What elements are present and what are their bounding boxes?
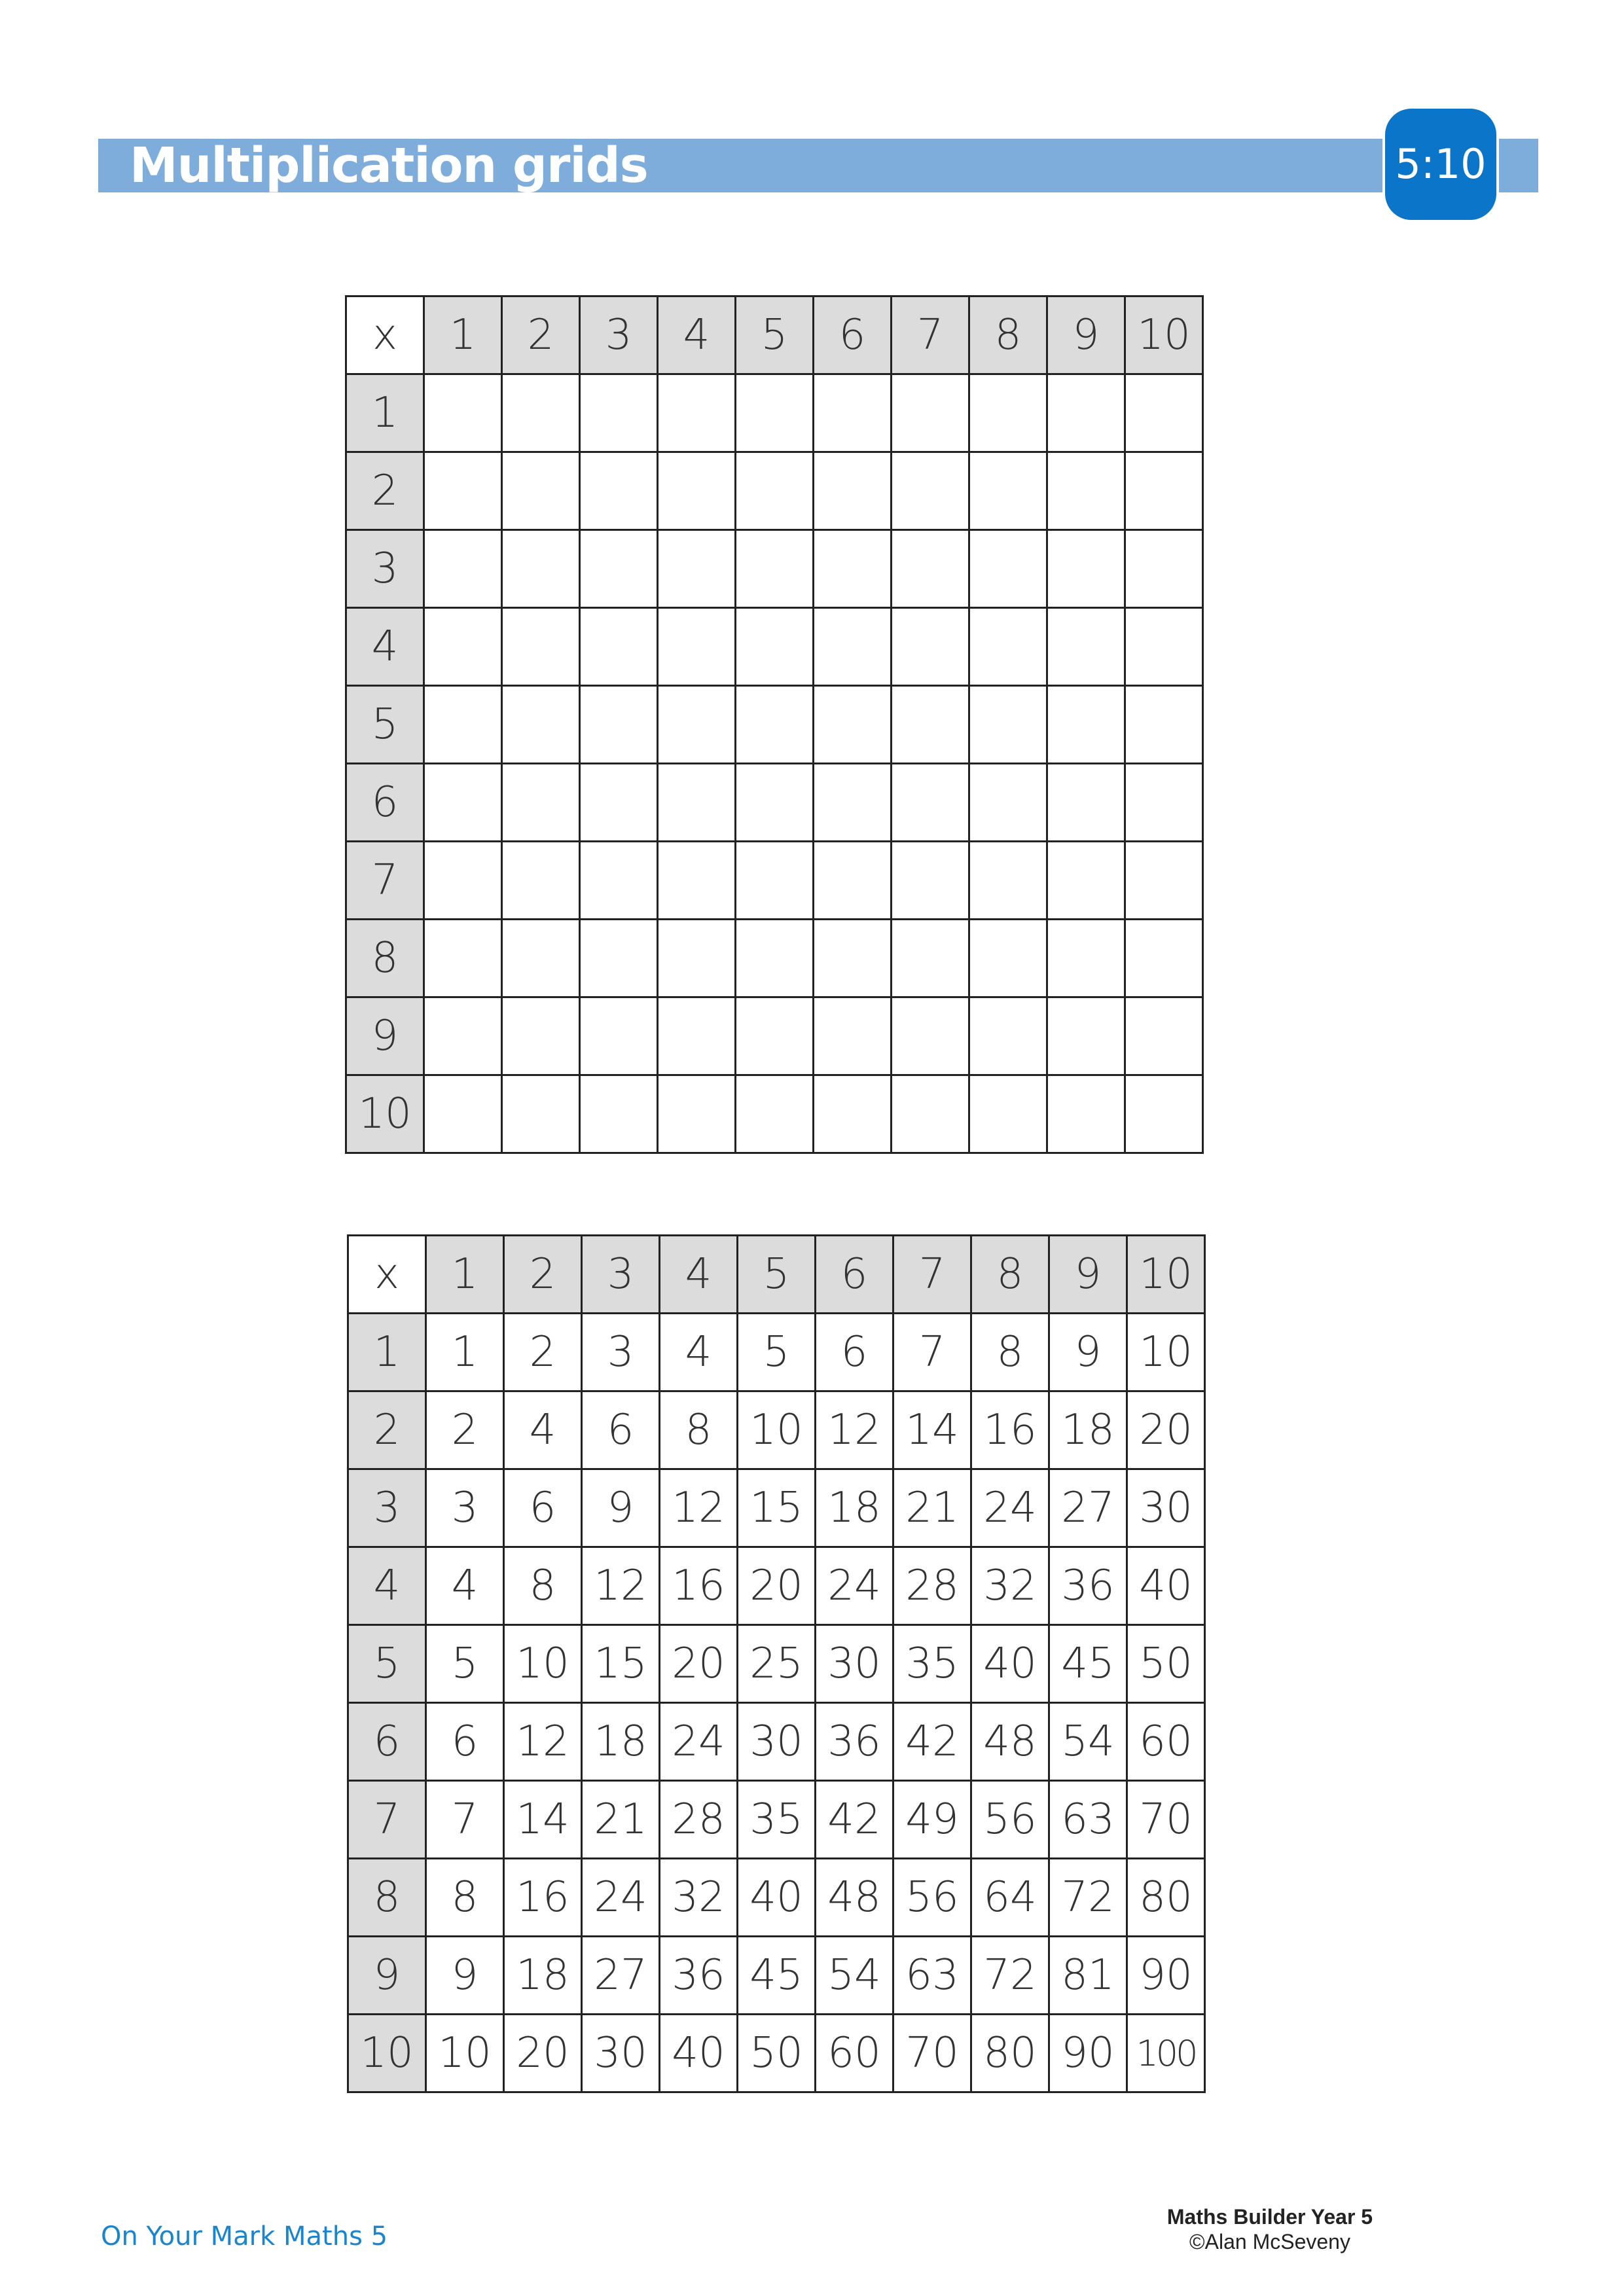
product-cell: 8 — [504, 1547, 582, 1625]
column-header: 1 — [426, 1236, 504, 1314]
product-cell: 12 — [660, 1469, 738, 1547]
product-cell: 56 — [971, 1781, 1049, 1859]
product-cell: 36 — [1049, 1547, 1127, 1625]
row-header: 6 — [346, 764, 424, 842]
column-header: 10 — [1125, 296, 1203, 374]
answer-cell[interactable] — [1047, 997, 1125, 1075]
row-header: 10 — [348, 2015, 426, 2092]
grid-header-row — [346, 296, 1203, 374]
column-header: 2 — [502, 296, 580, 374]
answer-cell[interactable] — [502, 764, 580, 842]
answer-cell[interactable] — [969, 842, 1047, 920]
product-cell: 35 — [738, 1781, 816, 1859]
product-cell: 16 — [971, 1391, 1049, 1469]
column-header: 6 — [814, 296, 892, 374]
answer-cell[interactable] — [580, 374, 658, 452]
product-cell: 9 — [582, 1469, 660, 1547]
row-header: 3 — [348, 1469, 426, 1547]
product-cell: 63 — [1049, 1781, 1127, 1859]
row-header: 8 — [348, 1859, 426, 1937]
product-cell: 32 — [660, 1859, 738, 1937]
answer-cell[interactable] — [892, 997, 969, 1075]
row-header: 7 — [348, 1781, 426, 1859]
product-cell: 8 — [660, 1391, 738, 1469]
answer-cell[interactable] — [424, 764, 502, 842]
product-cell: 18 — [582, 1703, 660, 1781]
answer-cell[interactable] — [658, 997, 736, 1075]
answer-cell[interactable] — [658, 452, 736, 530]
product-cell: 12 — [582, 1547, 660, 1625]
row-header: 10 — [346, 1075, 424, 1153]
product-cell: 16 — [504, 1859, 582, 1937]
answer-cell[interactable] — [658, 686, 736, 764]
product-cell: 21 — [582, 1781, 660, 1859]
grid-corner-symbol: x — [348, 1236, 426, 1314]
product-cell: 14 — [504, 1781, 582, 1859]
row-header: 3 — [346, 530, 424, 608]
product-cell: 72 — [971, 1937, 1049, 2015]
product-cell: 20 — [738, 1547, 816, 1625]
answer-cell[interactable] — [1047, 686, 1125, 764]
row-header: 9 — [348, 1937, 426, 2015]
column-header: 3 — [580, 296, 658, 374]
product-cell: 63 — [893, 1937, 971, 2015]
answer-cell[interactable] — [892, 452, 969, 530]
grid-row — [348, 1314, 1205, 1391]
answer-cell[interactable] — [502, 608, 580, 686]
answer-cell[interactable] — [502, 530, 580, 608]
answer-cell[interactable] — [1047, 1075, 1125, 1153]
footer-copyright: ©Alan McSeveny — [1189, 2230, 1350, 2253]
answer-cell[interactable] — [580, 608, 658, 686]
answer-cell[interactable] — [736, 686, 814, 764]
row-header: 6 — [348, 1703, 426, 1781]
grid-row — [348, 2015, 1205, 2092]
answer-cell[interactable] — [969, 764, 1047, 842]
row-header: 1 — [348, 1314, 426, 1391]
grid-row — [348, 1781, 1205, 1859]
answer-cell[interactable] — [1125, 374, 1203, 452]
answer-cell[interactable] — [814, 842, 892, 920]
product-cell: 64 — [971, 1859, 1049, 1937]
product-cell: 10 — [738, 1391, 816, 1469]
product-cell: 50 — [738, 2015, 816, 2092]
product-cell: 90 — [1127, 1937, 1205, 2015]
product-cell: 6 — [426, 1703, 504, 1781]
grid-corner-symbol: x — [346, 296, 424, 374]
answer-cell[interactable] — [1047, 764, 1125, 842]
grid-row — [348, 1391, 1205, 1469]
product-cell: 18 — [816, 1469, 893, 1547]
answer-cell[interactable] — [892, 608, 969, 686]
answer-cell[interactable] — [580, 530, 658, 608]
product-cell: 72 — [1049, 1859, 1127, 1937]
product-cell: 45 — [738, 1937, 816, 2015]
product-cell: 2 — [504, 1314, 582, 1391]
answer-cell[interactable] — [580, 1075, 658, 1153]
product-cell: 20 — [660, 1625, 738, 1703]
answer-cell[interactable] — [969, 374, 1047, 452]
product-cell: 9 — [1049, 1314, 1127, 1391]
product-cell: 49 — [893, 1781, 971, 1859]
answer-cell[interactable] — [736, 842, 814, 920]
grid-header-row — [348, 1236, 1205, 1314]
product-cell: 18 — [1049, 1391, 1127, 1469]
product-cell: 81 — [1049, 1937, 1127, 2015]
answer-cell[interactable] — [424, 452, 502, 530]
product-cell: 27 — [1049, 1469, 1127, 1547]
grid-row — [348, 1937, 1205, 2015]
product-cell: 7 — [426, 1781, 504, 1859]
answer-cell[interactable] — [1125, 842, 1203, 920]
answer-cell[interactable] — [1047, 374, 1125, 452]
answer-cell[interactable] — [814, 686, 892, 764]
answer-cell[interactable] — [736, 1075, 814, 1153]
answer-cell[interactable] — [658, 374, 736, 452]
column-header: 3 — [582, 1236, 660, 1314]
answer-cell[interactable] — [736, 530, 814, 608]
answer-cell[interactable] — [424, 920, 502, 997]
answer-cell[interactable] — [892, 1075, 969, 1153]
product-cell: 25 — [738, 1625, 816, 1703]
answer-cell[interactable] — [969, 530, 1047, 608]
answer-cell[interactable] — [1047, 608, 1125, 686]
product-cell: 60 — [1127, 1703, 1205, 1781]
product-cell: 80 — [971, 2015, 1049, 2092]
answer-cell[interactable] — [969, 997, 1047, 1075]
answer-cell[interactable] — [1125, 764, 1203, 842]
product-cell: 21 — [893, 1469, 971, 1547]
grid-row — [348, 1859, 1205, 1937]
product-cell: 16 — [660, 1547, 738, 1625]
answer-cell[interactable] — [736, 997, 814, 1075]
product-cell: 30 — [816, 1625, 893, 1703]
answer-cell[interactable] — [658, 842, 736, 920]
answer-cell[interactable] — [892, 374, 969, 452]
row-header: 8 — [346, 920, 424, 997]
product-cell: 24 — [816, 1547, 893, 1625]
product-cell: 6 — [816, 1314, 893, 1391]
answer-cell[interactable] — [502, 452, 580, 530]
answer-cell[interactable] — [969, 608, 1047, 686]
page-number-badge: 5:10 — [1382, 106, 1499, 223]
product-cell: 1 — [426, 1314, 504, 1391]
product-cell: 18 — [504, 1937, 582, 2015]
product-cell: 5 — [738, 1314, 816, 1391]
column-header: 7 — [893, 1236, 971, 1314]
answer-cell[interactable] — [502, 686, 580, 764]
product-cell: 4 — [660, 1314, 738, 1391]
answer-cell[interactable] — [580, 452, 658, 530]
product-cell: 40 — [1127, 1547, 1205, 1625]
answer-cell[interactable] — [1125, 530, 1203, 608]
product-cell: 36 — [660, 1937, 738, 2015]
grid-row — [346, 842, 1203, 920]
product-cell: 36 — [816, 1703, 893, 1781]
answer-cell[interactable] — [658, 530, 736, 608]
answer-cell[interactable] — [892, 920, 969, 997]
footer-book-title: Maths Builder Year 5 — [1166, 2205, 1373, 2229]
answer-cell[interactable] — [736, 920, 814, 997]
product-cell: 80 — [1127, 1859, 1205, 1937]
column-header: 8 — [971, 1236, 1049, 1314]
column-header: 8 — [969, 296, 1047, 374]
row-header: 9 — [346, 997, 424, 1075]
answer-cell[interactable] — [1125, 608, 1203, 686]
answer-cell[interactable] — [892, 530, 969, 608]
answer-cell[interactable] — [736, 452, 814, 530]
answer-cell[interactable] — [1125, 452, 1203, 530]
answer-cell[interactable] — [424, 997, 502, 1075]
row-header: 7 — [346, 842, 424, 920]
product-cell: 54 — [816, 1937, 893, 2015]
product-cell: 40 — [971, 1625, 1049, 1703]
grid-row — [346, 608, 1203, 686]
answer-cell[interactable] — [969, 920, 1047, 997]
grid-row — [346, 374, 1203, 452]
row-header: 2 — [346, 452, 424, 530]
product-cell: 45 — [1049, 1625, 1127, 1703]
product-cell: 24 — [971, 1469, 1049, 1547]
answer-cell[interactable] — [969, 1075, 1047, 1153]
answer-cell[interactable] — [502, 842, 580, 920]
column-header: 5 — [738, 1236, 816, 1314]
product-cell: 24 — [660, 1703, 738, 1781]
answer-cell[interactable] — [814, 608, 892, 686]
footer-series-title: On Your Mark Maths 5 — [101, 2221, 388, 2251]
product-cell: 30 — [1127, 1469, 1205, 1547]
answer-cell[interactable] — [424, 530, 502, 608]
product-cell: 10 — [426, 2015, 504, 2092]
product-cell: 2 — [426, 1391, 504, 1469]
answer-cell[interactable] — [892, 686, 969, 764]
answer-cell[interactable] — [502, 1075, 580, 1153]
answer-cell[interactable] — [424, 686, 502, 764]
answer-cell[interactable] — [814, 452, 892, 530]
answer-cell[interactable] — [580, 997, 658, 1075]
product-cell: 30 — [582, 2015, 660, 2092]
product-cell: 28 — [660, 1781, 738, 1859]
product-cell: 40 — [660, 2015, 738, 2092]
answer-cell[interactable] — [424, 608, 502, 686]
grid-row — [346, 920, 1203, 997]
product-cell: 4 — [426, 1547, 504, 1625]
product-cell: 6 — [504, 1469, 582, 1547]
product-cell: 48 — [971, 1703, 1049, 1781]
answer-cell[interactable] — [1047, 920, 1125, 997]
product-cell: 70 — [1127, 1781, 1205, 1859]
grid-row — [346, 452, 1203, 530]
product-cell: 7 — [893, 1314, 971, 1391]
row-header: 2 — [348, 1391, 426, 1469]
product-cell: 9 — [426, 1937, 504, 2015]
blank-multiplication-grid — [345, 295, 1204, 1154]
answer-cell[interactable] — [892, 764, 969, 842]
product-cell: 8 — [971, 1314, 1049, 1391]
answer-cell[interactable] — [814, 530, 892, 608]
grid-row — [348, 1469, 1205, 1547]
answer-cell[interactable] — [814, 374, 892, 452]
answer-cell[interactable] — [424, 842, 502, 920]
grid-row — [346, 1075, 1203, 1153]
product-cell: 12 — [504, 1703, 582, 1781]
row-header: 4 — [348, 1547, 426, 1625]
product-cell: 42 — [893, 1703, 971, 1781]
answer-cell[interactable] — [736, 374, 814, 452]
grid-row — [348, 1703, 1205, 1781]
product-cell: 8 — [426, 1859, 504, 1937]
answer-cell[interactable] — [502, 997, 580, 1075]
product-cell: 5 — [426, 1625, 504, 1703]
grid-row — [348, 1547, 1205, 1625]
answer-cell[interactable] — [1047, 530, 1125, 608]
answer-cell[interactable] — [814, 1075, 892, 1153]
answer-cell[interactable] — [1125, 920, 1203, 997]
answer-cell[interactable] — [969, 686, 1047, 764]
answer-cell[interactable] — [658, 608, 736, 686]
page-title: Multiplication grids — [130, 137, 648, 194]
column-header: 5 — [736, 296, 814, 374]
answer-cell[interactable] — [1047, 842, 1125, 920]
product-cell: 15 — [582, 1625, 660, 1703]
product-cell: 28 — [893, 1547, 971, 1625]
product-cell: 90 — [1049, 2015, 1127, 2092]
product-cell: 100 — [1127, 2015, 1205, 2092]
product-cell: 3 — [582, 1314, 660, 1391]
column-header: 10 — [1127, 1236, 1205, 1314]
product-cell: 20 — [504, 2015, 582, 2092]
product-cell: 24 — [582, 1859, 660, 1937]
product-cell: 20 — [1127, 1391, 1205, 1469]
product-cell: 15 — [738, 1469, 816, 1547]
grid-row — [346, 530, 1203, 608]
answer-cell[interactable] — [424, 1075, 502, 1153]
answer-cell[interactable] — [892, 842, 969, 920]
title-bar — [98, 139, 1538, 192]
product-cell: 27 — [582, 1937, 660, 2015]
row-header: 5 — [348, 1625, 426, 1703]
answer-cell[interactable] — [814, 920, 892, 997]
answer-cell[interactable] — [502, 920, 580, 997]
footer-credit — [1139, 2204, 1401, 2254]
column-header: 6 — [816, 1236, 893, 1314]
answer-cell[interactable] — [814, 997, 892, 1075]
product-cell: 50 — [1127, 1625, 1205, 1703]
grid-row — [346, 686, 1203, 764]
product-cell: 4 — [504, 1391, 582, 1469]
answer-cell[interactable] — [736, 608, 814, 686]
answer-cell[interactable] — [658, 1075, 736, 1153]
column-header: 1 — [424, 296, 502, 374]
product-cell: 30 — [738, 1703, 816, 1781]
product-cell: 56 — [893, 1859, 971, 1937]
product-cell: 35 — [893, 1625, 971, 1703]
column-header: 4 — [658, 296, 736, 374]
completed-multiplication-grid — [347, 1234, 1206, 2093]
grid-row — [346, 764, 1203, 842]
answer-cell[interactable] — [580, 842, 658, 920]
answer-cell[interactable] — [969, 452, 1047, 530]
product-cell: 42 — [816, 1781, 893, 1859]
answer-cell[interactable] — [1125, 997, 1203, 1075]
product-cell: 70 — [893, 2015, 971, 2092]
answer-cell[interactable] — [814, 764, 892, 842]
product-cell: 3 — [426, 1469, 504, 1547]
answer-cell[interactable] — [736, 764, 814, 842]
column-header: 9 — [1047, 296, 1125, 374]
product-cell: 32 — [971, 1547, 1049, 1625]
column-header: 9 — [1049, 1236, 1127, 1314]
answer-cell[interactable] — [658, 764, 736, 842]
row-header: 4 — [346, 608, 424, 686]
product-cell: 10 — [504, 1625, 582, 1703]
answer-cell[interactable] — [580, 920, 658, 997]
answer-cell[interactable] — [580, 686, 658, 764]
product-cell: 54 — [1049, 1703, 1127, 1781]
row-header: 5 — [346, 686, 424, 764]
product-cell: 60 — [816, 2015, 893, 2092]
product-cell: 48 — [816, 1859, 893, 1937]
answer-cell[interactable] — [424, 374, 502, 452]
answer-cell[interactable] — [1125, 1075, 1203, 1153]
product-cell: 40 — [738, 1859, 816, 1937]
column-header: 7 — [892, 296, 969, 374]
answer-cell[interactable] — [580, 764, 658, 842]
column-header: 2 — [504, 1236, 582, 1314]
answer-cell[interactable] — [1125, 686, 1203, 764]
product-cell: 6 — [582, 1391, 660, 1469]
product-cell: 14 — [893, 1391, 971, 1469]
grid-row — [348, 1625, 1205, 1703]
answer-cell[interactable] — [658, 920, 736, 997]
product-cell: 12 — [816, 1391, 893, 1469]
row-header: 1 — [346, 374, 424, 452]
product-cell: 10 — [1127, 1314, 1205, 1391]
answer-cell[interactable] — [502, 374, 580, 452]
grid-row — [346, 997, 1203, 1075]
answer-cell[interactable] — [1047, 452, 1125, 530]
column-header: 4 — [660, 1236, 738, 1314]
